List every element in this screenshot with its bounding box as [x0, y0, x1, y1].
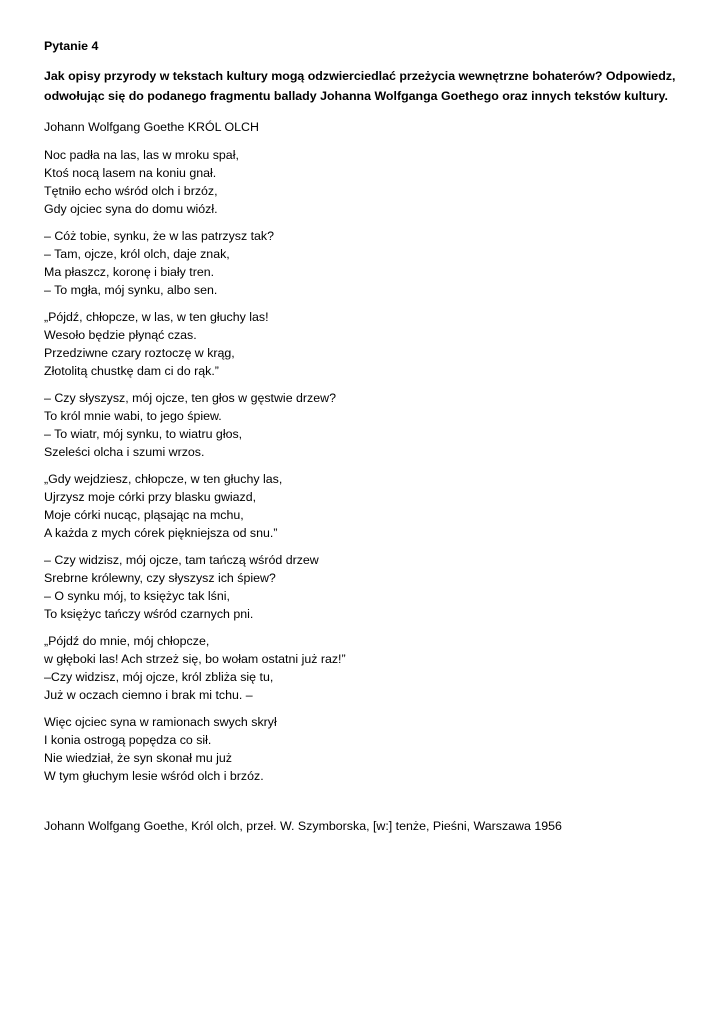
- stanza: [44, 713, 684, 785]
- stanza: [44, 227, 684, 299]
- verse-line: Złotolitą chustkę dam ci do rąk.”: [44, 364, 219, 378]
- verse-line: Więc ojciec syna w ramionach swych skrył: [44, 715, 277, 729]
- verse-line: Srebrne królewny, czy słyszysz ich śpiew?: [44, 571, 276, 585]
- verse-line: A każda z mych córek piękniejsza od snu.”: [44, 526, 278, 540]
- verse-line: –Czy widzisz, mój ojcze, król zbliża się tu,: [44, 670, 274, 684]
- verse-line: Gdy ojciec syna do domu wiózł.: [44, 202, 218, 216]
- verse-line: Wesoło będzie płynąć czas.: [44, 328, 197, 342]
- source-citation: Johann Wolfgang Goethe, Król olch, przeł. W. Szymborska, [w:] tenże, Pieśni, Warszawa 1956: [44, 819, 562, 833]
- verse-line: w głęboki las! Ach strzeż się, bo wołam ostatni już raz!”: [44, 652, 346, 666]
- verse-line: „Gdy wejdziesz, chłopcze, w ten głuchy las,: [44, 472, 283, 486]
- verse-line: – Tam, ojcze, król olch, daje znak,: [44, 247, 230, 261]
- verse-line: „Pójdź do mnie, mój chłopcze,: [44, 634, 210, 648]
- stanza: [44, 632, 684, 704]
- stanza: [44, 551, 684, 623]
- poem-author-title: Johann Wolfgang Goethe KRÓL OLCH: [44, 120, 259, 134]
- verse-line: I konia ostrogą popędza co sił.: [44, 733, 212, 747]
- stanza: [44, 146, 684, 218]
- verse-line: – To mgła, mój synku, albo sen.: [44, 283, 218, 297]
- verse-line: To król mnie wabi, to jego śpiew.: [44, 409, 222, 423]
- verse-line: – O synku mój, to księżyc tak lśni,: [44, 589, 230, 603]
- verse-line: W tym głuchym lesie wśród olch i brzóz.: [44, 769, 264, 783]
- stanza: [44, 389, 684, 461]
- document-page: [44, 37, 684, 835]
- verse-line: Nie wiedział, że syn skonał mu już: [44, 751, 233, 765]
- verse-line: – To wiatr, mój synku, to wiatru głos,: [44, 427, 243, 441]
- verse-line: Przedziwne czary roztoczę w krąg,: [44, 346, 235, 360]
- stanza: [44, 470, 684, 542]
- verse-line: – Cóż tobie, synku, że w las patrzysz tak?: [44, 229, 275, 243]
- verse-line: Tętniło echo wśród olch i brzóz,: [44, 184, 218, 198]
- verse-line: Ktoś nocą lasem na koniu gnał.: [44, 166, 217, 180]
- verse-line: Noc padła na las, las w mroku spał,: [44, 148, 239, 162]
- verse-line: Już w oczach ciemno i brak mi tchu. –: [44, 688, 253, 702]
- verse-line: Ma płaszcz, koronę i biały tren.: [44, 265, 215, 279]
- verse-line: Ujrzysz moje córki przy blasku gwiazd,: [44, 490, 257, 504]
- verse-line: – Czy słyszysz, mój ojcze, ten głos w gęstwie drzew?: [44, 391, 336, 405]
- verse-line: To księżyc tańczy wśród czarnych pni.: [44, 607, 254, 621]
- verse-line: Szeleści olcha i szumi wrzos.: [44, 445, 205, 459]
- poem: [44, 146, 684, 785]
- question-text: Jak opisy przyrody w tekstach kultury mogą odzwierciedlać przeżycia wewnętrzne bohaterów? Odpowiedz, odwołując się do podanego fragmentu ballady Johanna Wolfganga Goethego oraz innych tekstów kultury.: [44, 69, 676, 103]
- question-number: Pytanie 4: [44, 39, 99, 53]
- stanza: [44, 308, 684, 380]
- verse-line: Moje córki nucąc, pląsając na mchu,: [44, 508, 244, 522]
- verse-line: – Czy widzisz, mój ojcze, tam tańczą wśród drzew: [44, 553, 319, 567]
- verse-line: „Pójdź, chłopcze, w las, w ten głuchy las!: [44, 310, 269, 324]
